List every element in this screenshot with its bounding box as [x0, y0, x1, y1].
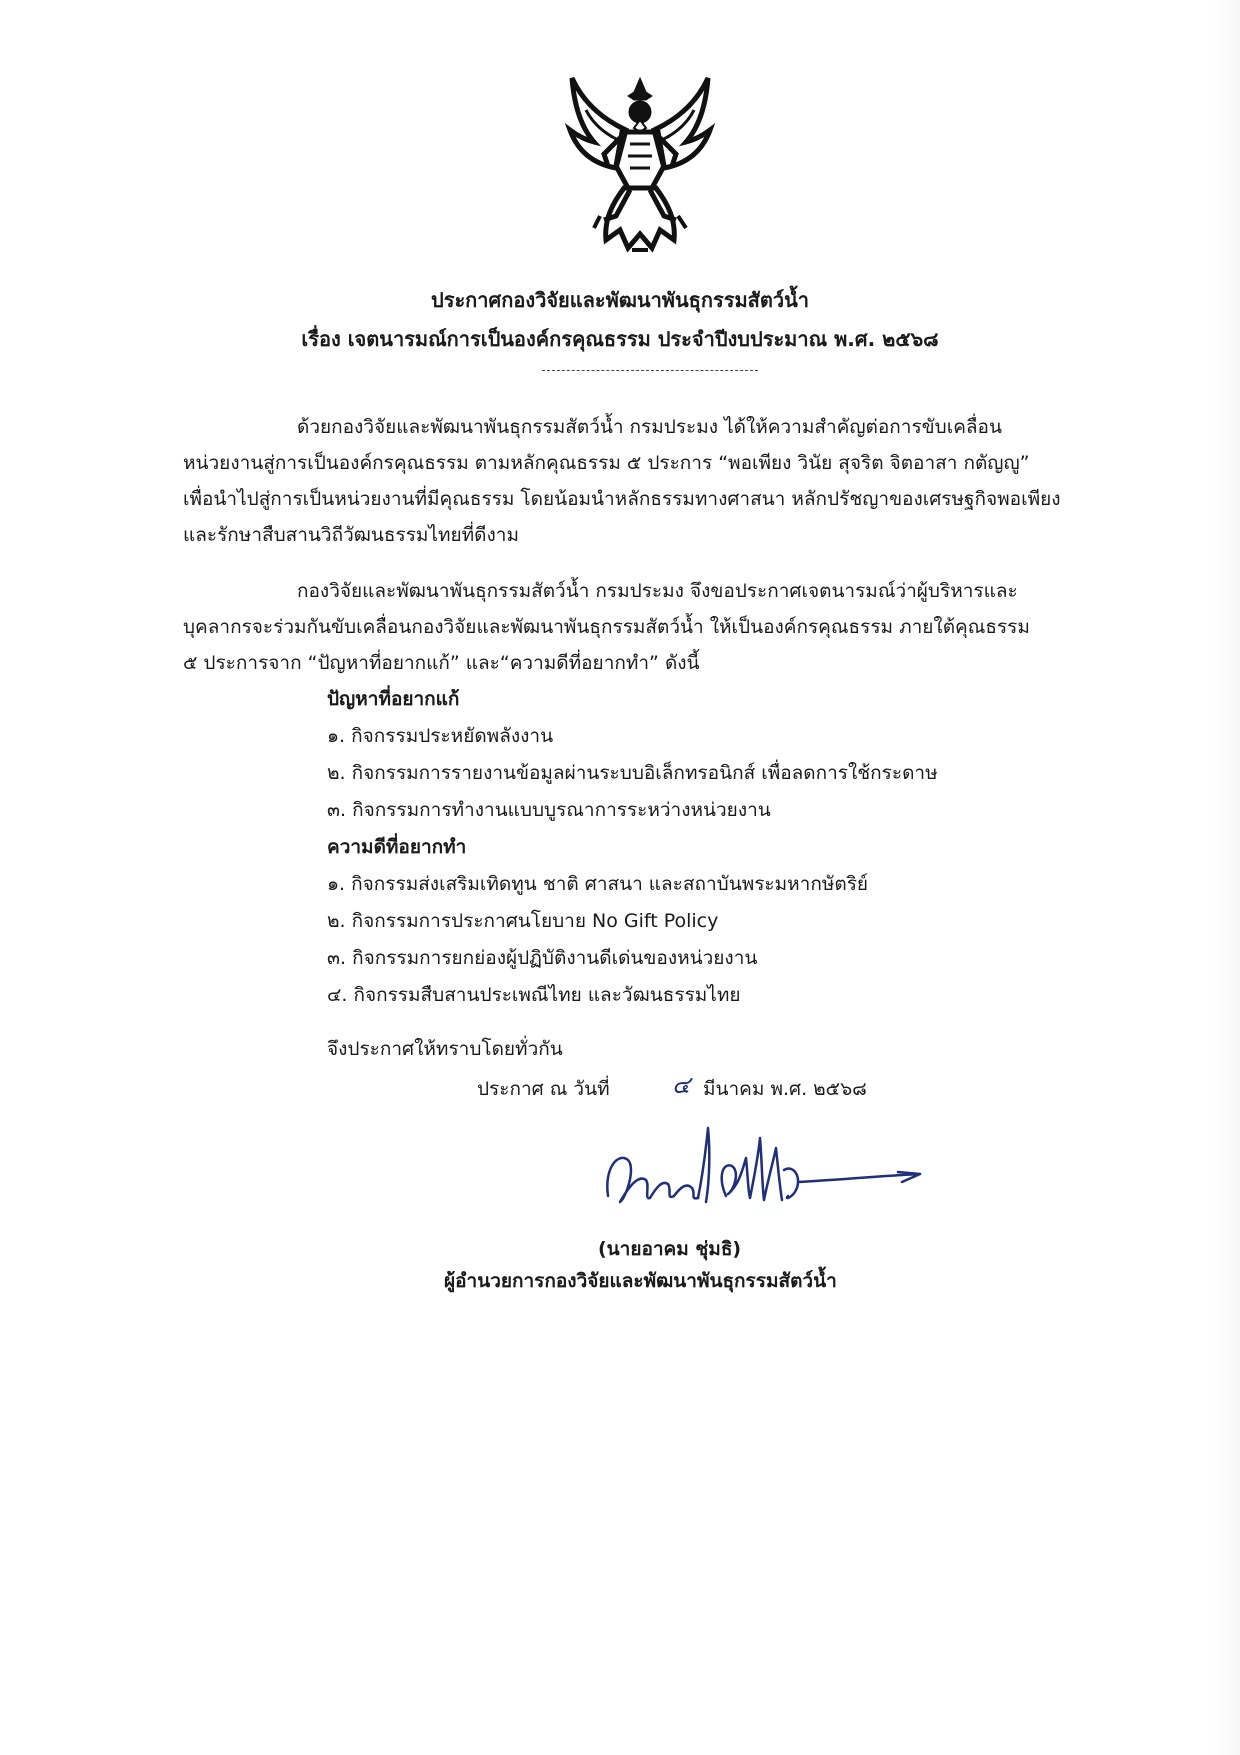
signature — [598, 1118, 928, 1238]
garuda-emblem — [560, 70, 720, 260]
problems-heading: ปัญหาที่อยากแก้ — [327, 688, 460, 710]
paragraph-1-line-4: และรักษาสืบสานวิถีวัฒนธรรมไทยที่ดีงาม — [183, 524, 519, 546]
virtue-item: ๑. กิจกรรมส่งเสริมเทิดทูน ชาติ ศาสนา และสถาบันพระมหากษัตริย์ — [327, 873, 869, 895]
virtue-item: ๔. กิจกรรมสืบสานประเพณีไทย และวัฒนธรรมไทย — [327, 984, 741, 1006]
scan-edge-shadow — [1212, 0, 1240, 1755]
problem-item: ๑. กิจกรรมประหยัดพลังงาน — [327, 725, 554, 747]
paragraph-1-line-3: เพื่อนำไปสู่การเป็นหน่วยงานที่มีคุณธรรม โดยน้อมนำหลักธรรมทางศาสนา หลักปรัชญาของเศรษฐกิจพอเพียง — [183, 488, 1061, 510]
signatory-name: (นายอาคม ชุ่มธิ) — [598, 1238, 742, 1260]
paragraph-1-line-2: หน่วยงานสู่การเป็นองค์กรคุณธรรม ตามหลักคุณธรรม ๕ ประการ “พอเพียง วินัย สุจริต จิตอาสา กตัญญู” — [183, 452, 1030, 474]
signatory-position: ผู้อำนวยการกองวิจัยและพัฒนาพันธุกรรมสัตว์น้ำ — [444, 1270, 837, 1292]
date-month-year: มีนาคม พ.ศ. ๒๕๖๘ — [703, 1078, 867, 1100]
paragraph-1-line-1: ด้วยกองวิจัยและพัฒนาพันธุกรรมสัตว์น้ำ กรมประมง ได้ให้ความสำคัญต่อการขับเคลื่อน — [297, 416, 1002, 438]
date-prefix: ประกาศ ณ วันที่ — [477, 1078, 610, 1100]
virtues-heading: ความดีที่อยากทำ — [327, 836, 467, 858]
problem-item: ๒. กิจกรรมการรายงานข้อมูลผ่านระบบอิเล็กทรอนิกส์ เพื่อลดการใช้กระดาษ — [327, 762, 938, 784]
problem-item: ๓. กิจกรรมการทำงานแบบบูรณาการระหว่างหน่วยงาน — [327, 799, 771, 821]
paragraph-2-line-3: ๕ ประการจาก “ปัญหาที่อยากแก้” และ“ความดีที่อยากทำ” ดังนี้ — [183, 652, 700, 674]
date-day-handwritten: ๔ — [672, 1071, 691, 1099]
virtue-item: ๓. กิจกรรมการยกย่องผู้ปฏิบัติงานดีเด่นของหน่วยงาน — [327, 947, 758, 969]
announcement-subject: เรื่อง เจตนารมณ์การเป็นองค์กรคุณธรรม ประจำปีงบประมาณ พ.ศ. ๒๕๖๘ — [301, 327, 939, 351]
paragraph-2-line-1: กองวิจัยและพัฒนาพันธุกรรมสัตว์น้ำ กรมประมง จึงขอประกาศเจตนารมณ์ว่าผู้บริหารและ — [297, 580, 1018, 602]
paragraph-2-line-2: บุคลากรจะร่วมกันขับเคลื่อนกองวิจัยและพัฒนาพันธุกรรมสัตว์น้ำ ให้เป็นองค์กรคุณธรรม ภายใต้คุณธรรม — [183, 616, 1030, 638]
closing-text: จึงประกาศให้ทราบโดยทั่วกัน — [327, 1038, 563, 1060]
virtue-item: ๒. กิจกรรมการประกาศนโยบาย No Gift Policy — [327, 910, 719, 932]
title-divider — [542, 370, 758, 371]
announcement-title: ประกาศกองวิจัยและพัฒนาพันธุกรรมสัตว์น้ำ — [431, 288, 809, 312]
